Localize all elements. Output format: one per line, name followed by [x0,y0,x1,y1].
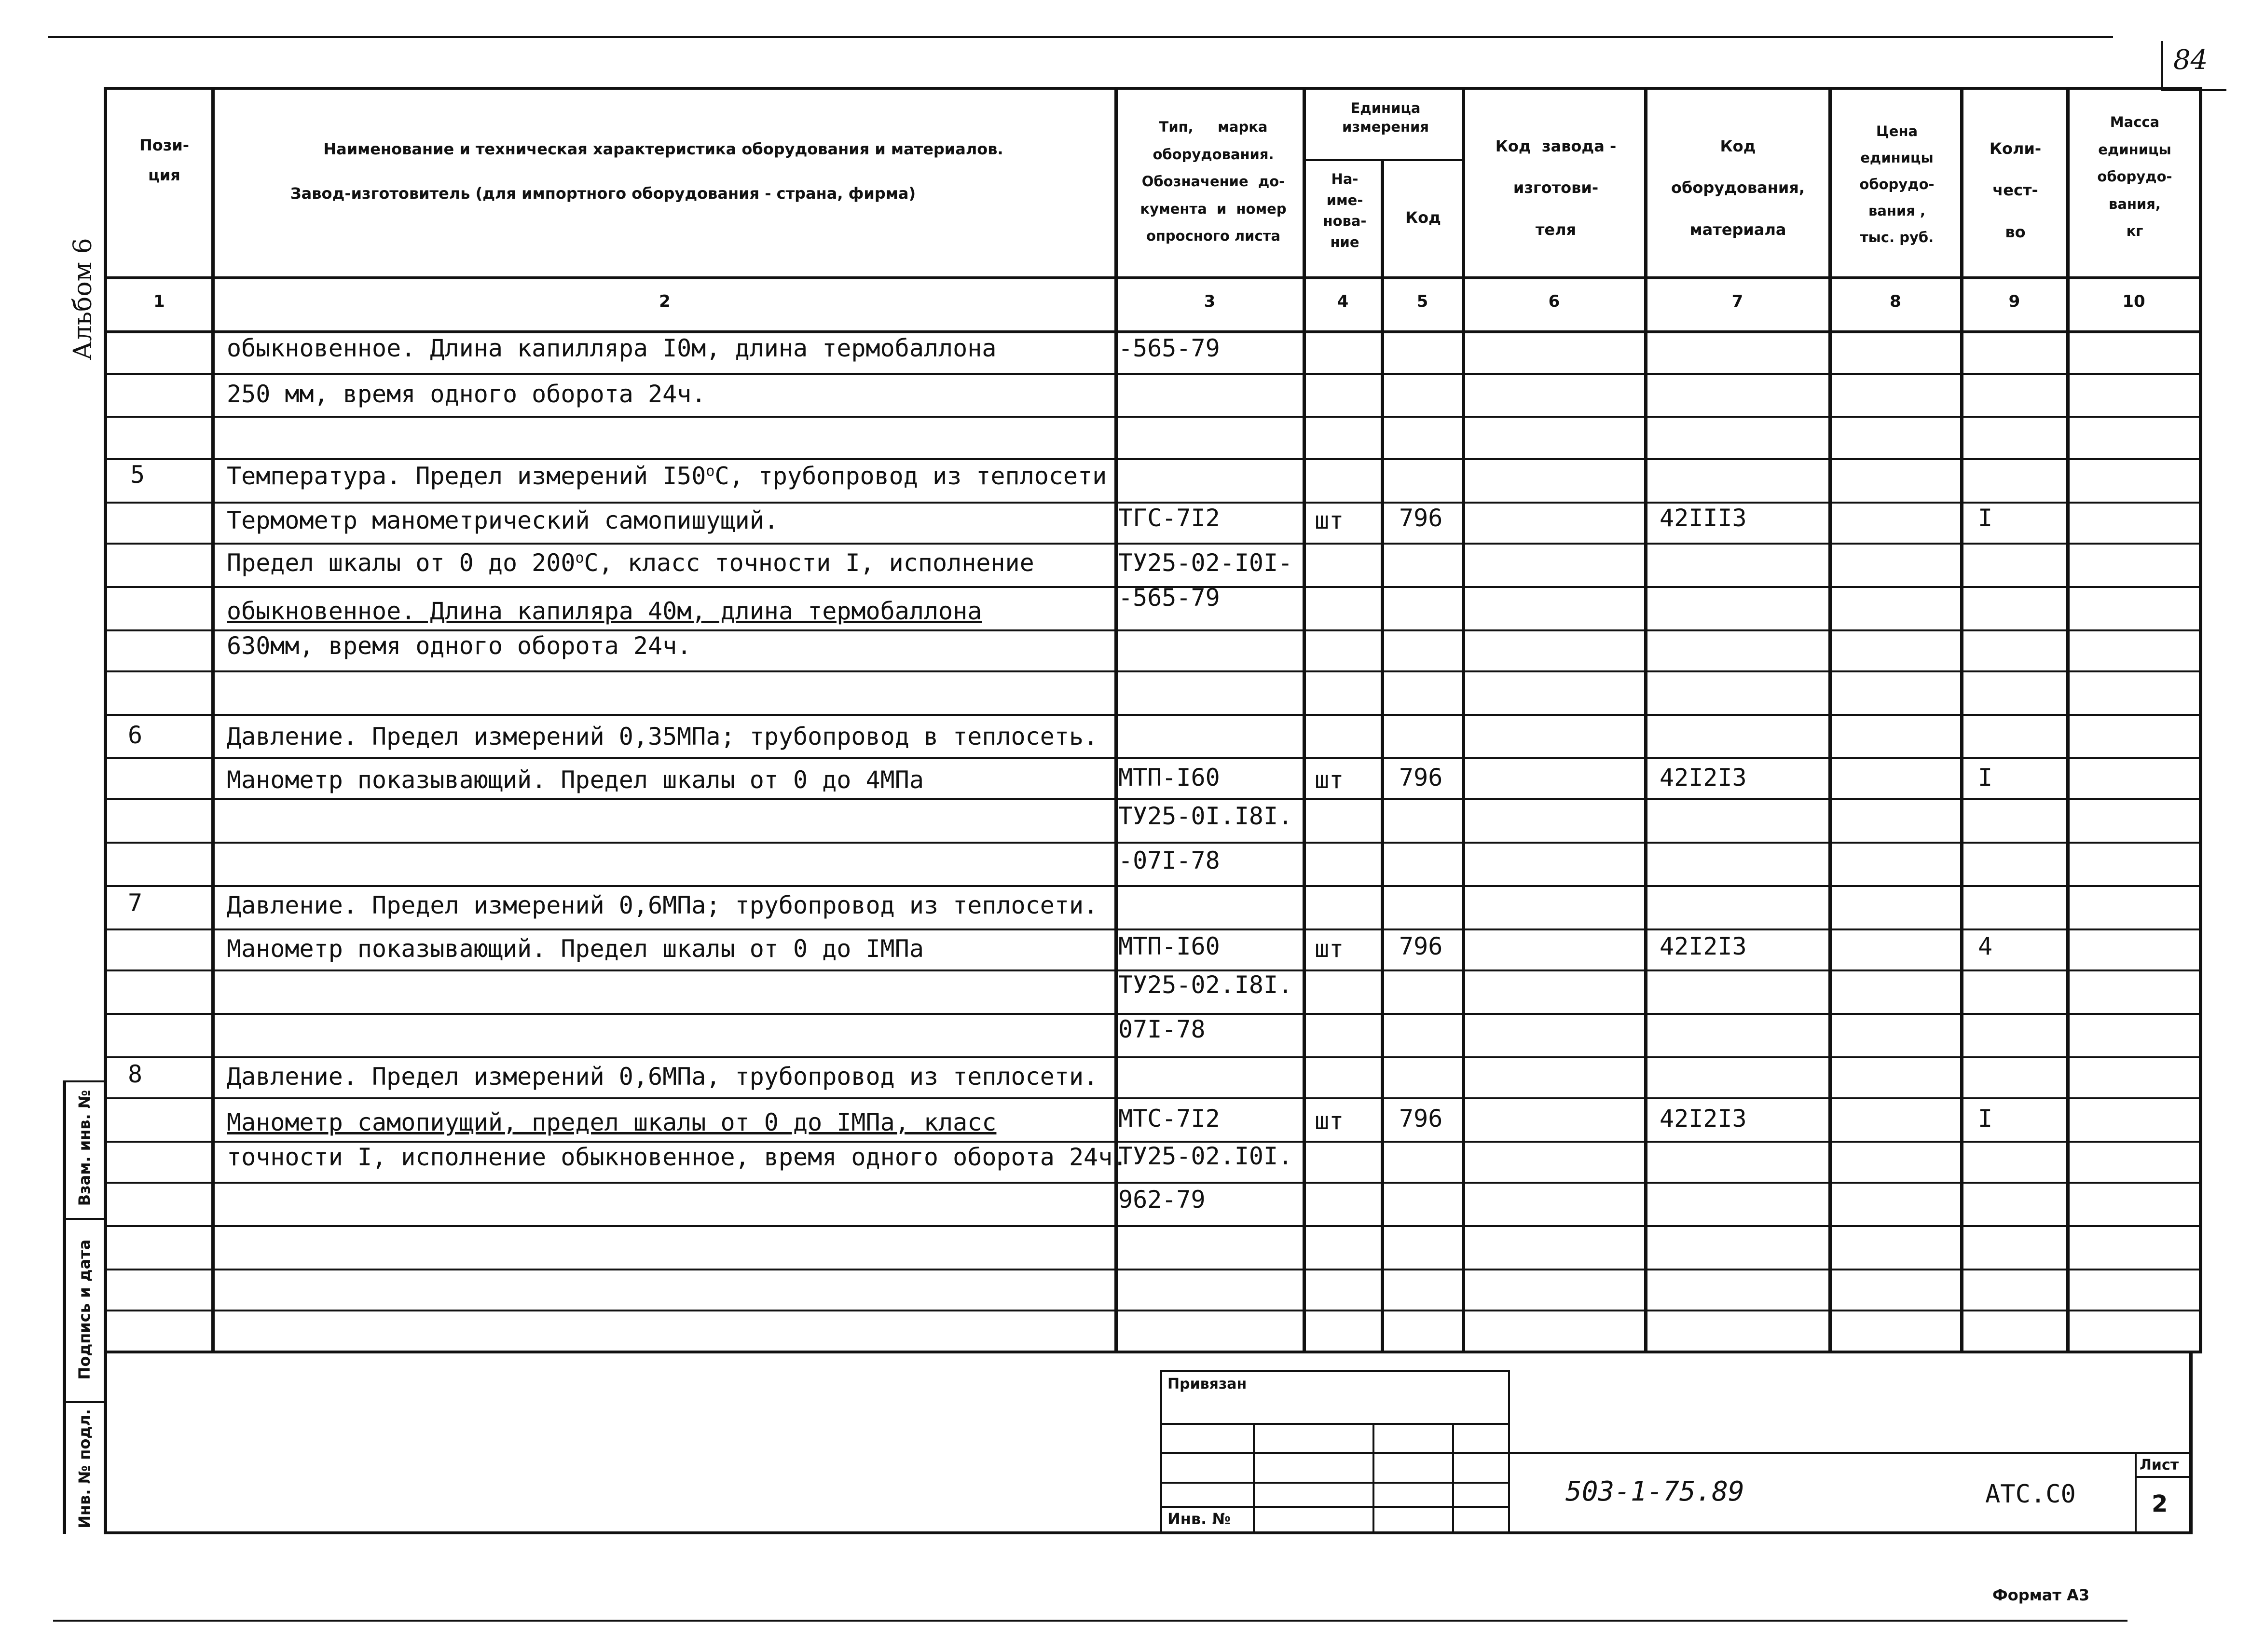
bottom-border-line [53,1620,2127,1622]
header-col2-line2: Завод-изготовитель (для импортного оборудования - страна, фирма) [290,184,916,203]
row-1-text: обыкновенное. Длина капилляра I0м, длина термобаллона [227,334,997,362]
row-5-equip-code: 42III3 [1660,504,1747,532]
row-5-code: 796 [1399,504,1443,532]
col-number-5: 5 [1416,292,1428,311]
row-19-text: точности I, исполнение обыкновенное, время одного оборота 24ч. [227,1143,1127,1171]
header-col2-line1: Наименование и техническая характеристика оборудования и материалов. [323,140,1003,158]
header-col8: Цена единицы оборудо- вания , тыс. руб. [1859,123,1935,246]
row-7-text: обыкновенное. Длина капиляра 40м, длина термобаллона [227,597,982,625]
page-number: 84 [2173,44,2208,76]
header-col6: Код завода - изготови- теля [1495,137,1617,239]
row-11-type: ТУ25-0I.I8I. [1118,802,1293,830]
row-9-text: Давление. Предел измерений 0,35МПа; трубопровод в теплосеть. [227,723,1098,751]
col-number-1: 1 [153,292,165,311]
header-col4: На- име- нова- ние [1323,171,1367,250]
side-label-inv-podl: Инв. № подл. [75,1409,94,1529]
stamp-privyazan: Привязан [1167,1376,1247,1393]
stamp-inv-no: Инв. № [1167,1510,1231,1528]
col-number-9: 9 [2008,292,2020,311]
row-17-pos: 8 [128,1060,143,1088]
row-5-text: Термометр манометрический самопишущий. [227,506,779,534]
row-4-text: Температура. Предел измерений $I50^оС$, трубопровод из теплосети [227,462,1107,490]
col-number-7: 7 [1731,292,1743,311]
row-5-unit: шт [1315,506,1344,534]
header-col5: Код [1405,208,1441,227]
album-label: Альбом 6 [69,238,97,360]
col-number-6: 6 [1548,292,1560,311]
side-label-podpis: Подпись и дата [75,1239,94,1380]
header-col7: Код оборудования, материала [1671,137,1805,239]
sheet-label: Лист [2140,1457,2179,1474]
row-14-text: Манометр показывающий. Предел шкалы от 0 до IМПа [227,935,924,963]
row-14-type: МТП-I60 [1118,932,1220,960]
frame-bottom [104,1531,2193,1534]
row-14-code: 796 [1399,932,1443,960]
sheet-number: 2 [2152,1490,2168,1517]
header-col10: Масса единицы оборудо- вания, кг [2097,114,2172,240]
col-number-4: 4 [1337,292,1349,311]
row-6-text: Предел шкалы от 0 до $200^оС$, класс точности I, исполнение [227,549,1034,577]
row-10-qty: I [1978,764,1993,792]
row-13-text: Давление. Предел измерений 0,6МПа; трубопровод из теплосети. [227,891,1098,919]
row-13-pos: 7 [128,889,143,917]
top-border-line [48,36,2113,38]
row-10-code: 796 [1399,764,1443,792]
row-10-type: МТП-I60 [1118,764,1220,792]
row-18-unit: шт [1315,1107,1344,1135]
row-7-type: -565-79 [1118,584,1220,612]
side-label-vzam: Взам. инв. № [75,1090,94,1206]
row-9-pos: 6 [128,721,143,749]
col-number-3: 3 [1204,292,1216,311]
row-14-qty: 4 [1978,932,1993,960]
row-6-type: ТУ25-02-I0I- [1118,549,1293,577]
header-unit-group: Единица измерения [1342,100,1429,136]
row-15-type: ТУ25-02.I8I. [1118,971,1293,999]
document-code: 503-1-75.89 [1565,1476,1744,1507]
row-2-text: 250 мм, время одного оборота 24ч. [227,380,706,408]
row-10-equip-code: 42I2I3 [1660,764,1747,792]
row-20-type: 962-79 [1118,1186,1206,1214]
row-18-equip-code: 42I2I3 [1660,1105,1747,1133]
row-18-code: 796 [1399,1105,1443,1133]
header-col9: Коли- чест- во [1989,139,2042,241]
header-col3: Тип, марка оборудования. Обозначение до- кумента и номер опросного листа [1140,119,1287,245]
row-18-qty: I [1978,1105,1993,1133]
col-number-10: 10 [2122,292,2145,311]
row-10-text: Манометр показывающий. Предел шкалы от 0 до 4МПа [227,766,924,794]
format-label: Формат А3 [1992,1586,2090,1604]
row-8-text: 630мм, время одного оборота 24ч. [227,632,692,660]
row-5-type: ТГС-7I2 [1118,504,1220,532]
header-col1: Пози- ция [139,136,190,185]
row-14-equip-code: 42I2I3 [1660,932,1747,960]
row-10-unit: шт [1315,766,1344,794]
frame-top [104,87,2202,90]
row-12-type: -07I-78 [1118,846,1220,874]
row-19-type: ТУ25-02.I0I. [1118,1142,1293,1170]
row-14-unit: шт [1315,935,1344,963]
row-1-type: -565-79 [1118,334,1220,362]
col-number-8: 8 [1890,292,1901,311]
row-16-type: 07I-78 [1118,1015,1206,1043]
row-18-type: МТС-7I2 [1118,1105,1220,1133]
row-18-text: Манометр самопиущий, предел шкалы от 0 до IМПа, класс [227,1108,997,1136]
document-mark: АТС.С0 [1985,1480,2076,1509]
row-5-qty: I [1978,504,1993,532]
row-4-pos: 5 [130,461,145,489]
row-17-text: Давление. Предел измерений 0,6МПа, трубопровод из теплосети. [227,1063,1098,1091]
col-number-2: 2 [659,292,671,311]
